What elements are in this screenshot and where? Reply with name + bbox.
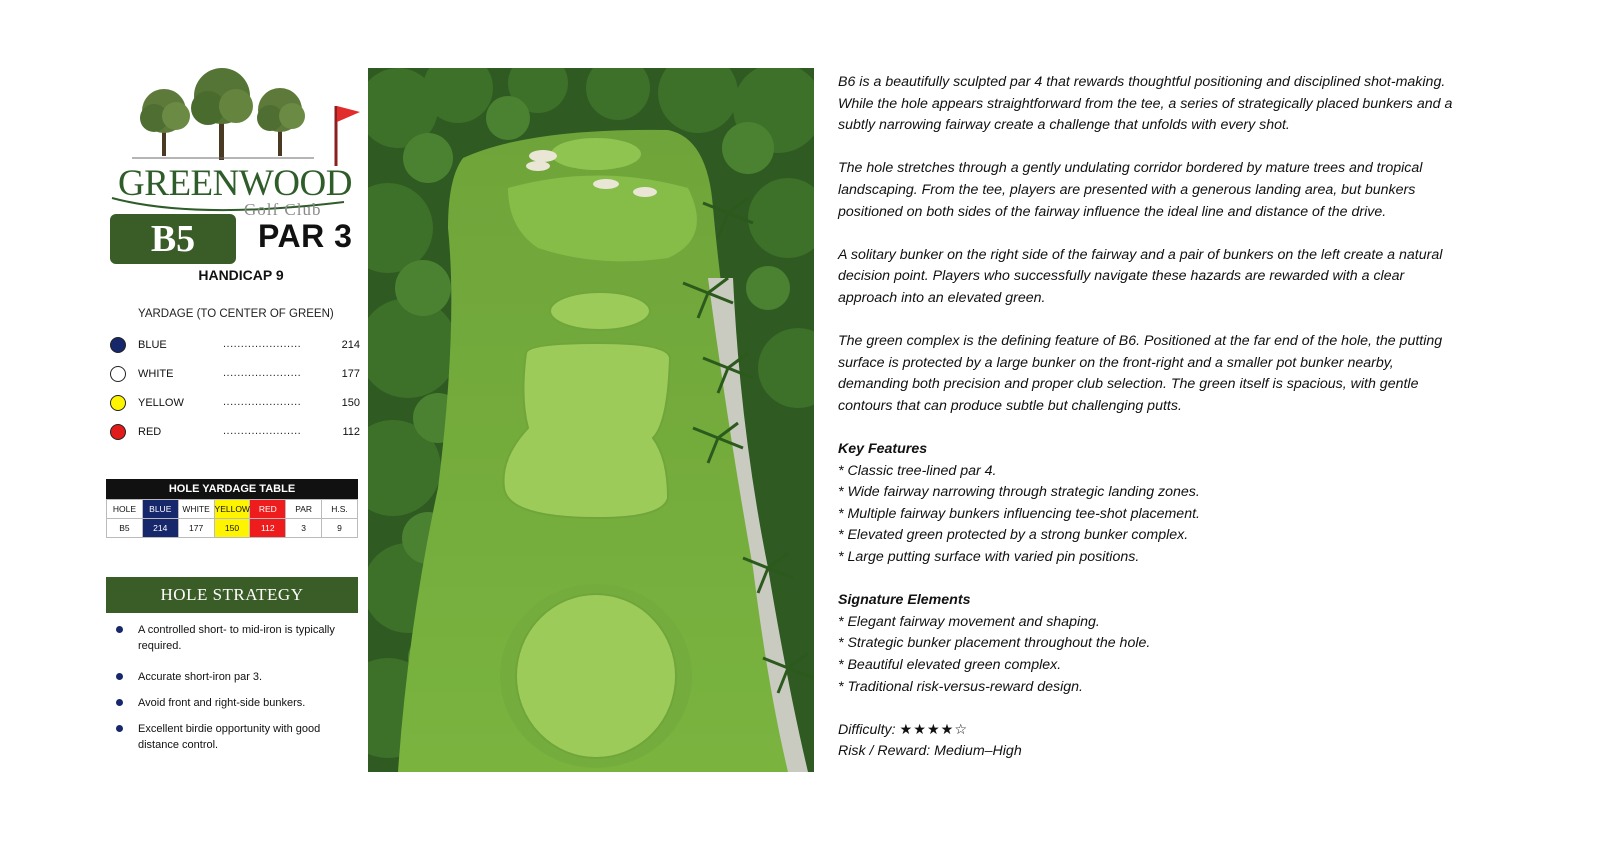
text-line: surface is protected by a large bunker on the front-right and a smaller pot bunker nearby,: [838, 354, 1394, 371]
feature-item: * Elevated green protected by a strong bunker complex.: [838, 527, 1189, 544]
text-line: subtly narrowing fairway create a challenge that unfolds with every shot.: [838, 117, 1290, 134]
signature-item: * Traditional risk-versus-reward design.: [838, 678, 1083, 695]
signature-item: * Strategic bunker placement throughout the hole.: [838, 635, 1151, 652]
signature-elements-title: Signature Elements: [838, 592, 971, 609]
difficulty-label: Difficulty:: [838, 721, 896, 738]
hole-description: [838, 72, 1498, 763]
list-item: [112, 669, 362, 685]
red-tee-marker-icon: [110, 424, 126, 440]
tee-name: BLUE: [138, 339, 167, 351]
text-line: landscaping. From the tee, players are presented with a generous landing area, but bunkers: [838, 181, 1416, 198]
rating-section: [838, 720, 1498, 763]
hole-aerial-photo: [368, 68, 814, 772]
feature-item: * Multiple fairway bunkers influencing tee-shot placement.: [838, 505, 1200, 522]
text-line: A solitary bunker on the right side of the fairway and a pair of bunkers on the left create a natural: [838, 246, 1443, 263]
paragraph: [838, 331, 1498, 417]
yardage-row-red: [110, 422, 360, 442]
risk-reward-line: Risk / Reward: Medium–High: [838, 743, 1022, 760]
hole-yardage-table: [106, 479, 358, 538]
paragraph: [838, 72, 1498, 137]
table-cell: 150: [214, 519, 250, 538]
bullet-icon: [116, 699, 123, 706]
dot-leader: ......................: [223, 338, 302, 350]
text-line: decision point. Players who successfully navigate these hazards are rewarded with a clear: [838, 268, 1405, 285]
tee-name: YELLOW: [138, 397, 184, 409]
hole-number-badge: B5: [110, 214, 236, 264]
dot-leader: ......................: [223, 396, 302, 408]
bullet-icon: [116, 725, 123, 732]
yellow-tee-marker-icon: [110, 395, 126, 411]
tee-name: RED: [138, 426, 162, 438]
club-subtitle: Golf Club: [244, 200, 322, 219]
strategy-text: Avoid front and right-side bunkers.: [138, 697, 306, 709]
hole-strategy-banner: HOLE STRATEGY: [106, 577, 358, 613]
text-line: The green complex is the defining feature of B6. Positioned at the far end of the hole, the putting: [838, 333, 1443, 350]
strategy-text: Excellent birdie opportunity with good distance control.: [138, 723, 321, 751]
list-item: [112, 622, 362, 654]
text-line: B6 is a beautifully sculpted par 4 that rewards thoughtful positioning and disciplined shot-making.: [838, 74, 1446, 90]
signature-item: * Elegant fairway movement and shaping.: [838, 613, 1100, 630]
table-cell: 214: [142, 519, 178, 538]
header-cell: YELLOW: [214, 500, 250, 519]
difficulty-line: [838, 720, 1498, 742]
header-cell: HOLE: [107, 500, 143, 519]
club-name: GREENWOOD: [118, 163, 352, 204]
tee-yards: 177: [341, 368, 360, 380]
text-line: While the hole appears straightforward from the tee, a series of strategically placed bunkers and a: [838, 95, 1453, 112]
paragraph: [838, 158, 1498, 223]
difficulty-stars: ★★★★☆: [899, 721, 969, 738]
header-cell: WHITE: [178, 500, 214, 519]
yardage-row-yellow: [110, 393, 360, 413]
signature-elements-section: [838, 590, 1498, 698]
dot-leader: ......................: [223, 367, 302, 379]
tee-yards: 112: [342, 426, 360, 438]
tee-name: WHITE: [138, 368, 174, 380]
yardage-row-white: [110, 364, 360, 384]
blue-tee-marker-icon: [110, 337, 126, 353]
tee-yards: 214: [341, 339, 360, 351]
table-cell: 9: [322, 519, 358, 538]
feature-item: * Large putting surface with varied pin positions.: [838, 549, 1140, 566]
trees-and-flag-icon: [104, 66, 360, 166]
dot-leader: ......................: [223, 425, 302, 437]
header-cell: RED: [250, 500, 286, 519]
table-header-row: [107, 500, 358, 519]
tee-yards: 150: [341, 397, 360, 409]
white-tee-marker-icon: [110, 366, 126, 382]
hole-info-card: [100, 62, 368, 774]
handicap-label: HANDICAP 9: [198, 267, 284, 283]
par-label: PAR 3: [258, 218, 353, 254]
table-cell: 3: [286, 519, 322, 538]
strategy-text: A controlled short- to mid-iron is typically required.: [138, 624, 335, 652]
signature-item: * Beautiful elevated green complex.: [838, 657, 1062, 674]
strategy-text: Accurate short-iron par 3.: [138, 671, 263, 683]
table-row: [107, 519, 358, 538]
bullet-icon: [116, 673, 123, 680]
header-cell: H.S.: [322, 500, 358, 519]
yardage-title: YARDAGE (TO CENTER OF GREEN): [138, 308, 334, 320]
feature-item: * Classic tree-lined par 4.: [838, 462, 997, 479]
key-features-section: [838, 439, 1498, 569]
strategy-list: [112, 622, 362, 753]
aerial-hole-illustration: [368, 68, 814, 772]
text-line: contours that can produce subtle but challenging putts.: [838, 397, 1182, 414]
table-cell: 112: [250, 519, 286, 538]
text-line: demanding both precision and proper club selection. The green itself is spacious, with gentle: [838, 376, 1419, 393]
feature-item: * Wide fairway narrowing through strategic landing zones.: [838, 484, 1200, 501]
list-item: [112, 695, 362, 711]
bullet-icon: [116, 626, 123, 633]
table-cell: 177: [178, 519, 214, 538]
table-title: HOLE YARDAGE TABLE: [106, 479, 358, 499]
text-line: The hole stretches through a gently undulating corridor bordered by mature trees and tropical: [838, 160, 1423, 177]
key-features-title: Key Features: [838, 441, 928, 458]
table-cell: B5: [107, 519, 143, 538]
header-cell: PAR: [286, 500, 322, 519]
paragraph: [838, 245, 1498, 310]
yardage-row-blue: [110, 335, 360, 355]
text-line: approach into an elevated green.: [838, 289, 1046, 306]
club-logo: [104, 66, 360, 219]
header-cell: BLUE: [142, 500, 178, 519]
text-line: positioned on both sides of the fairway influence the ideal line and distance of the drive.: [838, 203, 1387, 220]
list-item: [112, 721, 362, 753]
